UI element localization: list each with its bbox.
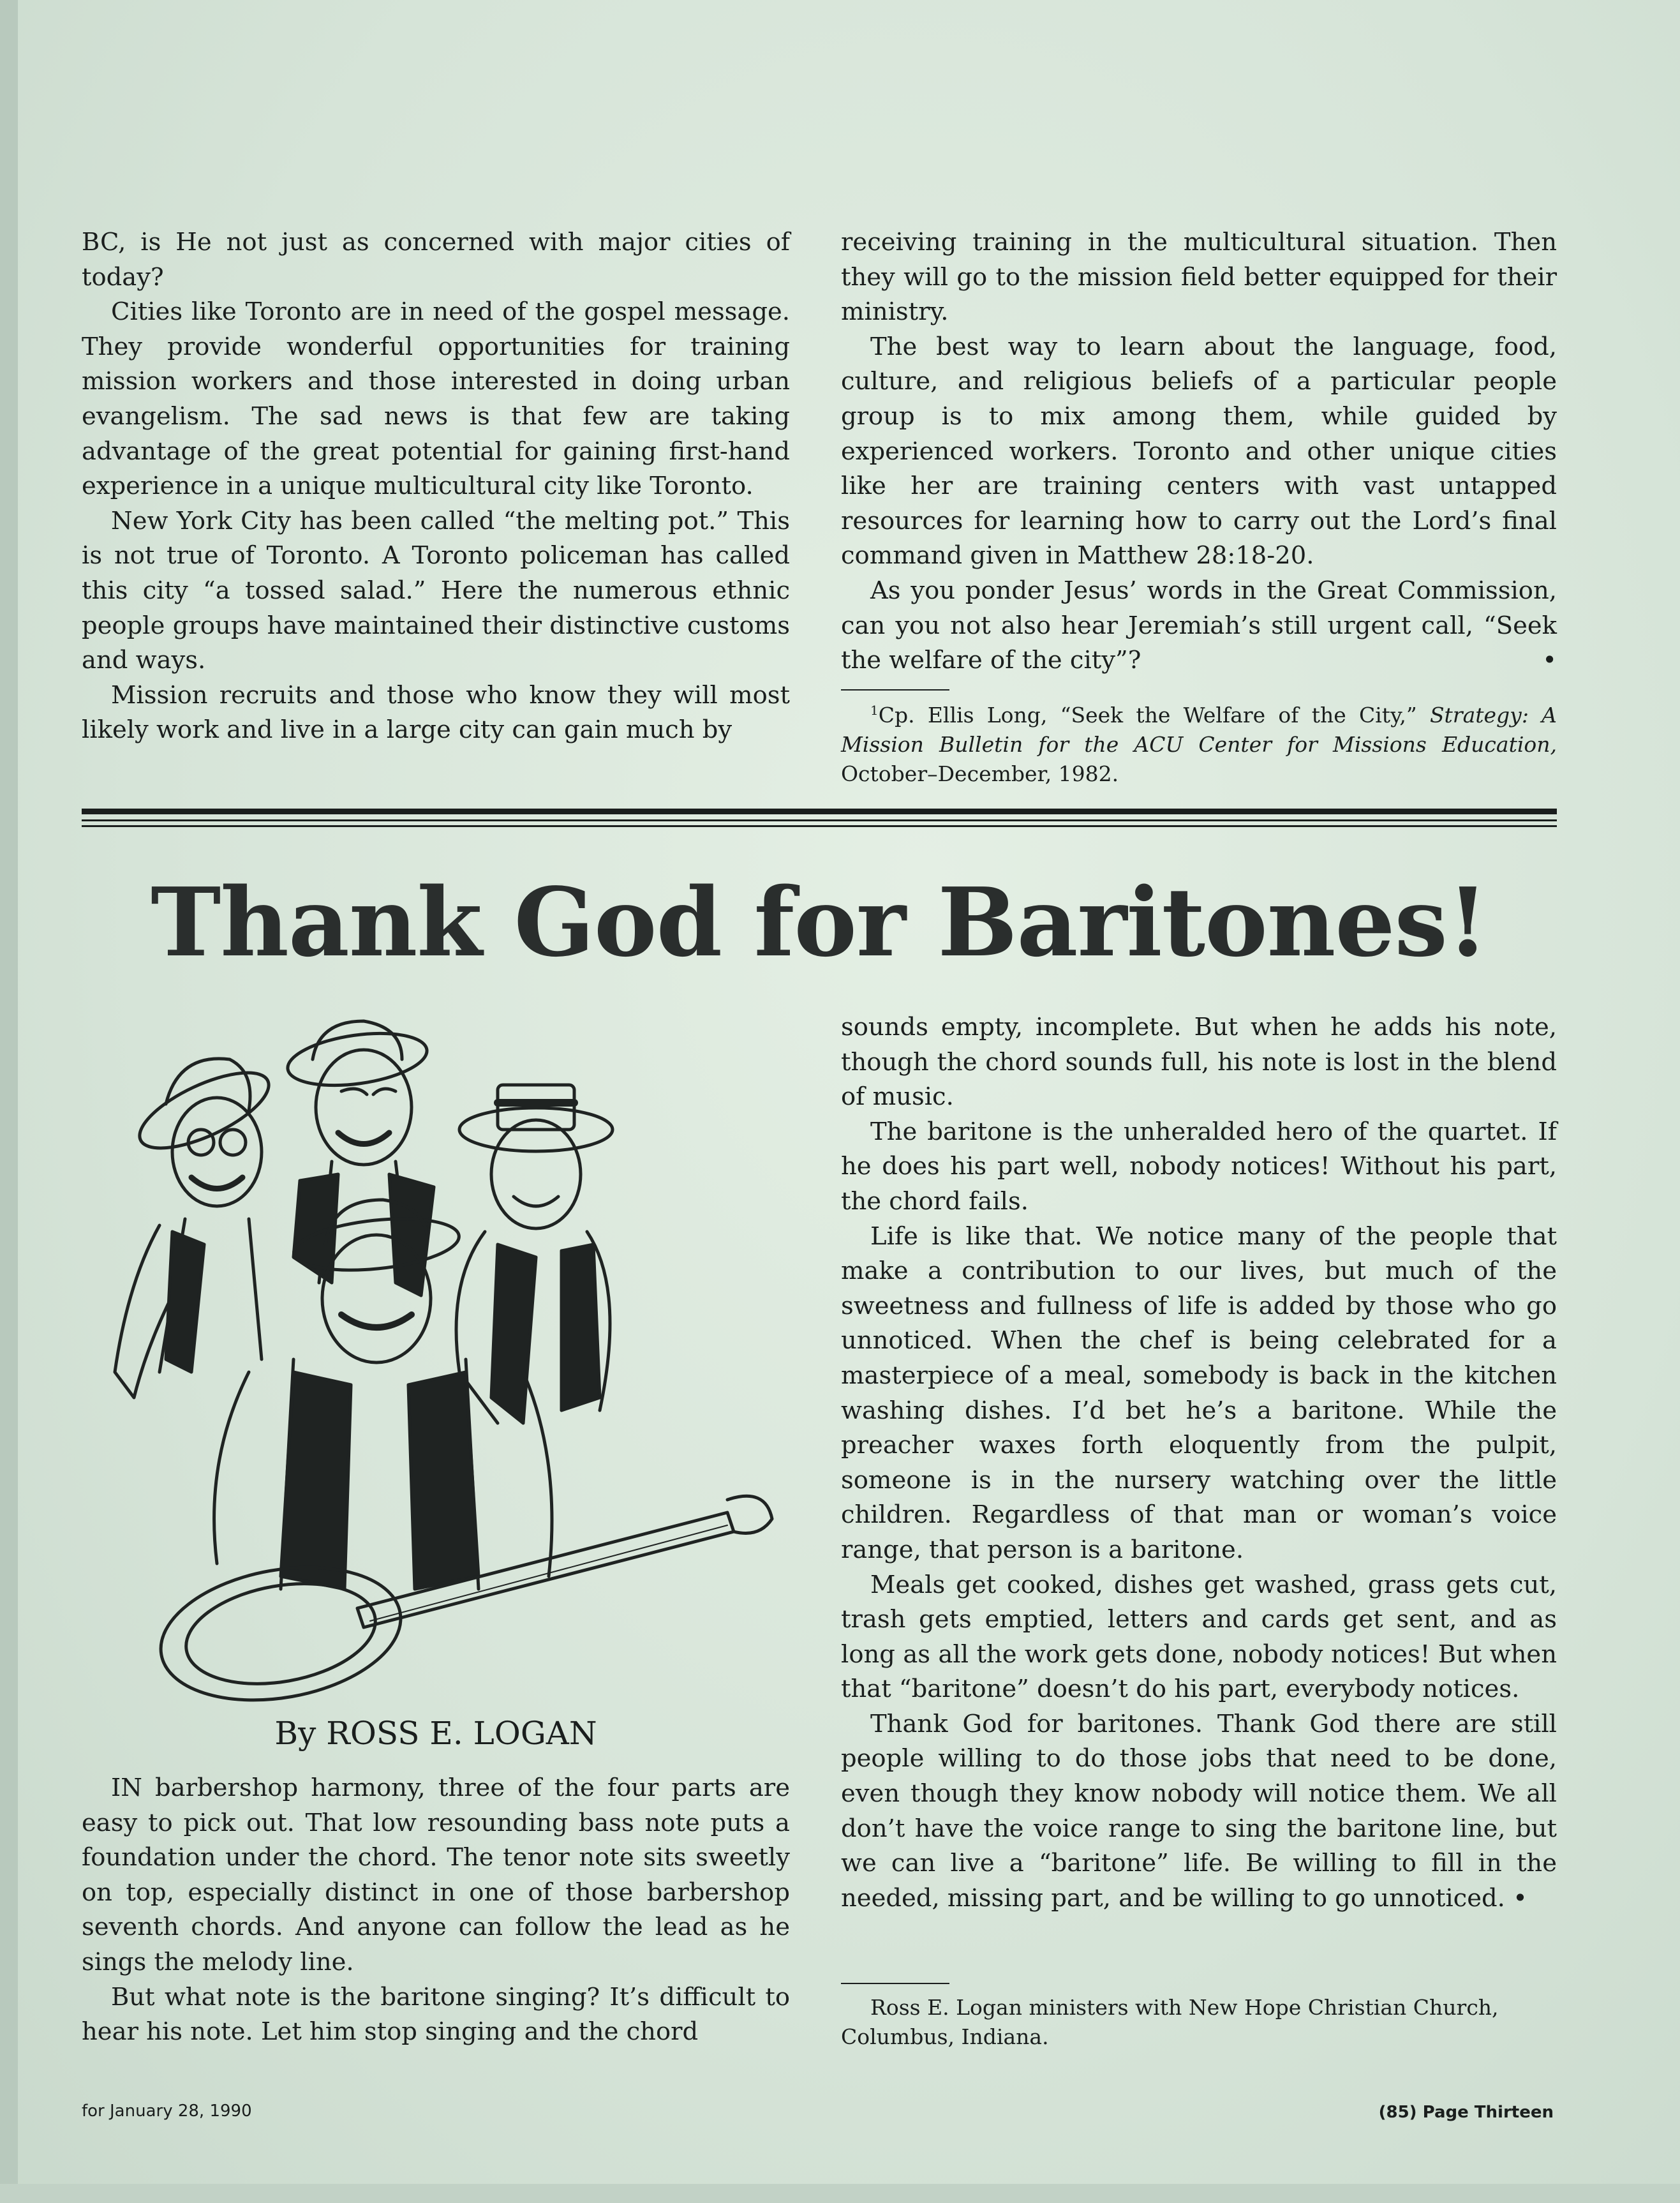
article-left-column [82,1771,790,2050]
top-right-column [841,225,1557,678]
paragraph: Mission recruits and those who know they will most likely work and live in a large city can gain much by [82,680,790,745]
paragraph: Meals get cooked, dishes get washed, grass gets cut, trash gets emptied, letters and cards get sent, and as long as all the work gets done, nobody notices! But when that “baritone” doesn’t do his part, everybody notices. [841,1570,1557,1704]
paragraph-text: As you ponder Jesus’ words in the Great Commission, can you not also hear Jeremiah’s still urgent call, “Seek the welfare of the city”? [841,576,1557,675]
author-note-rule [841,1983,949,1984]
author-note-text: Ross E. Logan ministers with New Hope Christian Church, Columbus, Indiana. [841,1995,1499,2049]
author-note [841,1983,1557,2052]
footnote-source: Strategy: A Mission Bulletin for the ACU Center for Missions Education, [841,703,1557,757]
page-number: (85) Page Thirteen [1378,2103,1554,2122]
barbershop-quartet-illustration [89,1015,791,1707]
footer-date: for January 28, 1990 [82,2102,252,2121]
paragraph: The best way to learn about the language, food, culture, and religious beliefs of a particular people group is to mix among them, while guided by experienced workers. Toronto and other unique cities like her are training centers with vast untapped resources for learning how to carry out the Lord’s final command given in Matthew 28:18-20. [841,332,1557,571]
article-right-column [841,1010,1557,1916]
paragraph: The baritone is the unheralded hero of the quartet. If he does his part well, nobody notices! Without his part, the chord fails. [841,1117,1557,1216]
paragraph: New York City has been called “the melting pot.” This is not true of Toronto. A Toronto policeman has called this city “a tossed salad.” Here the numerous ethnic people groups have maintained their distinctive customs and ways. [82,506,790,675]
end-mark: • [1542,646,1557,675]
paragraph: But what note is the baritone singing? It’s difficult to hear his note. Let him stop singing and the chord [82,1982,790,2047]
footnote-text: Cp. Ellis Long, “Seek the Welfare of the City,” [878,703,1430,728]
footnote [841,689,1557,789]
page-edge-shadow [0,0,18,2203]
paragraph: IN barbershop harmony, three of the four parts are easy to pick out. That low resounding bass note puts a foundation under the chord. The tenor note sits sweetly on top, especially distinct in one of those barbershop seventh chords. And anyone can follow the lead as he sings the melody line. [82,1774,790,1976]
singer-left [115,1057,279,1398]
section-divider [82,809,1557,827]
paragraph: sounds empty, incomplete. But when he adds his note, though the chord sounds full, his note is lost in the blend of music. [841,1013,1557,1112]
article-title: Thank God for Baritones! [151,867,1488,978]
byline: By ROSS E. LOGAN [274,1715,597,1752]
page-bottom-edge [0,2184,1680,2203]
top-left-column [82,225,790,748]
paragraph: Cities like Toronto are in need of the gospel message. They provide wonderful opportunities for training mission workers and those interested in doing urban evangelism. The sad news is that few are taking advantage of the great potential for gaining first-hand experience in a unique multicultural city like Toronto. [82,297,790,501]
paragraph: Life is like that. We notice many of the people that make a contribution to our lives, but much of the sweetness and fullness of life is added by those who go unnoticed. When the chef is being celebrated for a masterpiece of a meal, somebody is back in the kitchen washing dishes. I’d bet he’s a baritone. While the preacher waxes forth eloquently from the pulpit, someone is in the nursery watching over the little children. Regardless of that man or woman’s voice range, that person is a baritone. [841,1221,1557,1564]
paragraph: receiving training in the multicultural situation. Then they will go to the mission field better equipped for their ministry. [841,228,1557,327]
paragraph: Thank God for baritones. Thank God there are still people willing to do those jobs that need to be done, even though they know nobody will notice them. We all don’t have the voice range to sing the baritone line, but we can live a “baritone” life. Be willing to fill in the needed, missing part, and be willing to go unnoticed. • [841,1709,1557,1913]
paragraph: BC, is He not just as concerned with major cities of today? [82,228,790,292]
footnote-date: October–December, 1982. [841,761,1119,786]
footnote-marker: 1 [870,703,879,718]
footnote-rule [841,689,949,691]
paragraph [841,574,1557,678]
